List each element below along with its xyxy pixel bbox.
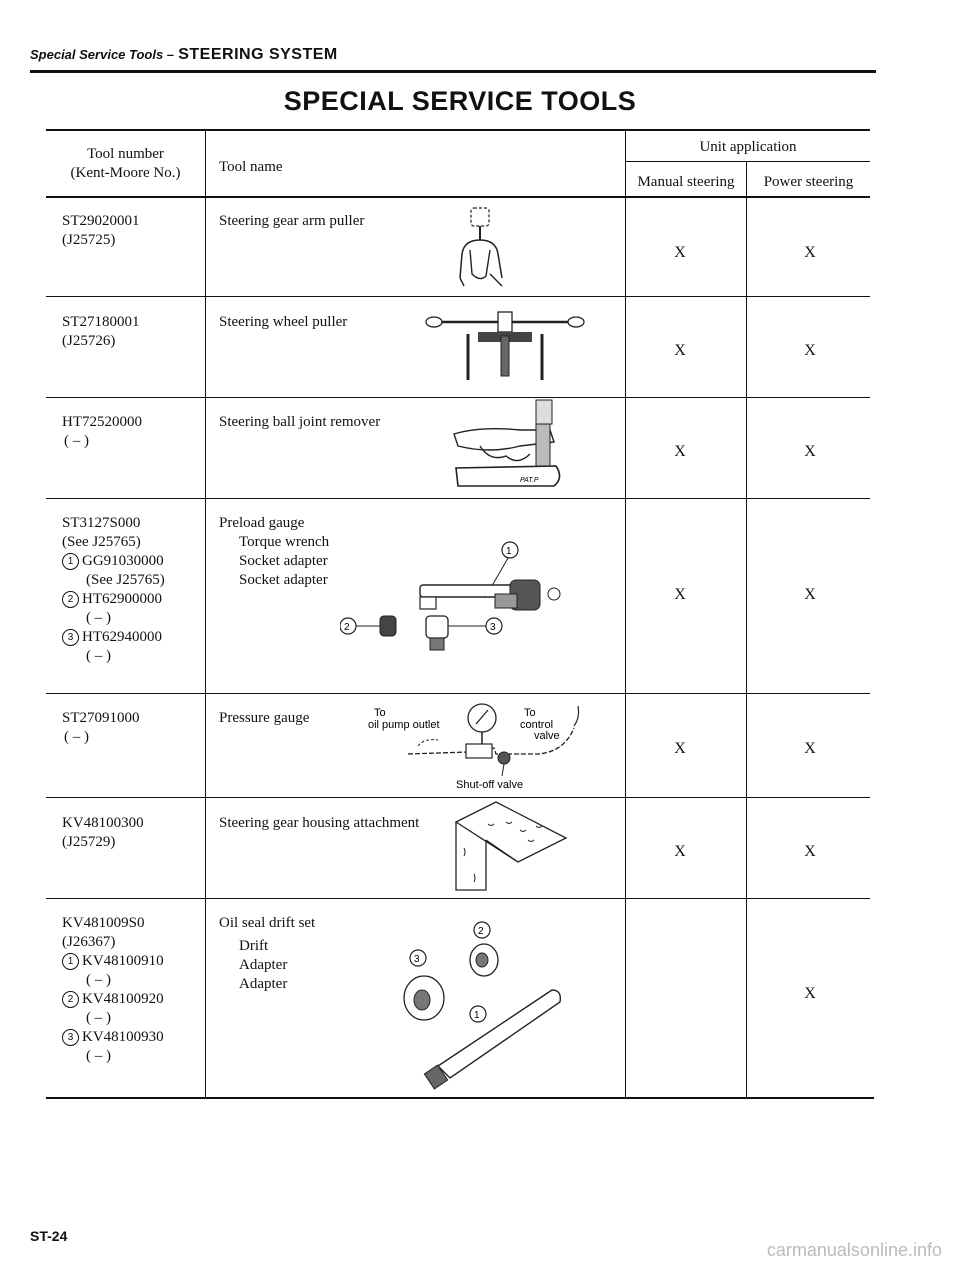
header-tool-number: Tool number (Kent-Moore No.) <box>70 146 181 181</box>
power-mark: X <box>804 740 816 757</box>
callout-3-label: 3 <box>414 954 420 965</box>
header-tool-name: Tool name <box>219 159 283 175</box>
header-unit-application: Unit application <box>699 139 797 155</box>
tool-name-cell: Preload gauge Torque wrench Socket adapter Socket adapter <box>219 515 330 588</box>
callout-1-label: 1 <box>506 546 512 557</box>
tool-name-cell: Steering ball joint remover <box>219 414 381 430</box>
housing-attachment-illustration <box>448 800 578 896</box>
label-valve: valve <box>534 730 560 742</box>
tool-number-cell: ST27180001 (J25726) <box>62 314 140 349</box>
label-to-valve: To <box>524 707 536 719</box>
tool-number-cell: ST29020001 (J25725) <box>62 213 140 248</box>
ball-joint-remover-illustration <box>450 398 580 496</box>
tool-number-cell: ST3127S000 (See J25765) 1 GG91030000 (See J25765) 2 HT62900000 ( – ) 3 HT62940000 ( – ) <box>62 515 165 664</box>
label-oil-pump-outlet: oil pump outlet <box>368 719 440 731</box>
section-title: STEERING SYSTEM <box>178 46 338 63</box>
callout-2-label: 2 <box>478 926 484 937</box>
manual-mark: X <box>674 244 686 261</box>
wheel-puller-illustration <box>420 306 590 386</box>
table-bottom-rule <box>46 1097 874 1099</box>
power-mark: X <box>804 244 816 261</box>
manual-mark: X <box>674 443 686 460</box>
callout-1-icon: 1 <box>62 553 79 570</box>
tool-name-cell: Steering gear housing attachment <box>219 815 420 831</box>
tool-name-cell: Steering gear arm puller <box>219 213 365 229</box>
label-to-pump: To <box>374 707 386 719</box>
power-mark: X <box>804 443 816 460</box>
manual-mark: X <box>674 586 686 603</box>
preload-gauge-illustration <box>340 530 580 660</box>
callout-1-icon: 1 <box>62 953 79 970</box>
label-control: control <box>520 719 554 731</box>
power-mark: X <box>804 985 816 1002</box>
manual-mark: X <box>674 740 686 757</box>
arm-puller-illustration <box>440 204 530 290</box>
tool-name-cell: Pressure gauge <box>219 710 310 726</box>
page-title: SPECIAL SERVICE TOOLS <box>283 86 637 116</box>
label-shutoff-valve: Shut-off valve <box>456 779 524 791</box>
callout-2-icon: 2 <box>62 991 79 1008</box>
section-label: Special Service Tools – <box>30 47 175 62</box>
manual-mark: X <box>674 342 686 359</box>
patent-stamp: PAT.P <box>520 477 539 484</box>
header-power-steering: Power steering <box>763 174 854 190</box>
col-divider <box>625 129 626 1097</box>
table-top-rule <box>46 129 870 131</box>
header-manual-steering: Manual steering <box>637 174 735 190</box>
callout-3-label: 3 <box>490 622 496 633</box>
tool-number-cell: HT72520000 ( – ) <box>62 414 142 449</box>
power-mark: X <box>804 843 816 860</box>
power-mark: X <box>804 586 816 603</box>
callout-2-icon: 2 <box>62 591 79 608</box>
col-divider <box>746 161 747 1097</box>
callout-3-icon: 3 <box>62 629 79 646</box>
tool-number-cell: ST27091000 ( – ) <box>62 710 140 745</box>
watermark: carmanualsonline.info <box>766 1240 942 1260</box>
page-number: ST-24 <box>30 1228 68 1244</box>
callout-2-label: 2 <box>344 622 350 633</box>
tool-name-cell: Oil seal drift set Drift Adapter Adapter <box>219 915 316 992</box>
col-divider <box>205 129 206 1097</box>
tool-number-cell: KV481009S0 (J26367) 1 KV48100910 ( – ) 2 KV48100920 ( – ) 3 KV48100930 ( – ) <box>62 915 164 1064</box>
header-rule <box>30 70 876 73</box>
running-header <box>30 46 338 64</box>
power-mark: X <box>804 342 816 359</box>
tool-number-cell: KV48100300 (J25729) <box>62 815 144 850</box>
tool-name-cell: Steering wheel puller <box>219 314 348 330</box>
unit-app-rule <box>626 161 870 162</box>
callout-1-label: 1 <box>474 1010 480 1021</box>
manual-mark: X <box>674 843 686 860</box>
callout-3-icon: 3 <box>62 1029 79 1046</box>
pressure-gauge-illustration <box>368 698 628 794</box>
oil-seal-drift-illustration <box>376 918 576 1094</box>
